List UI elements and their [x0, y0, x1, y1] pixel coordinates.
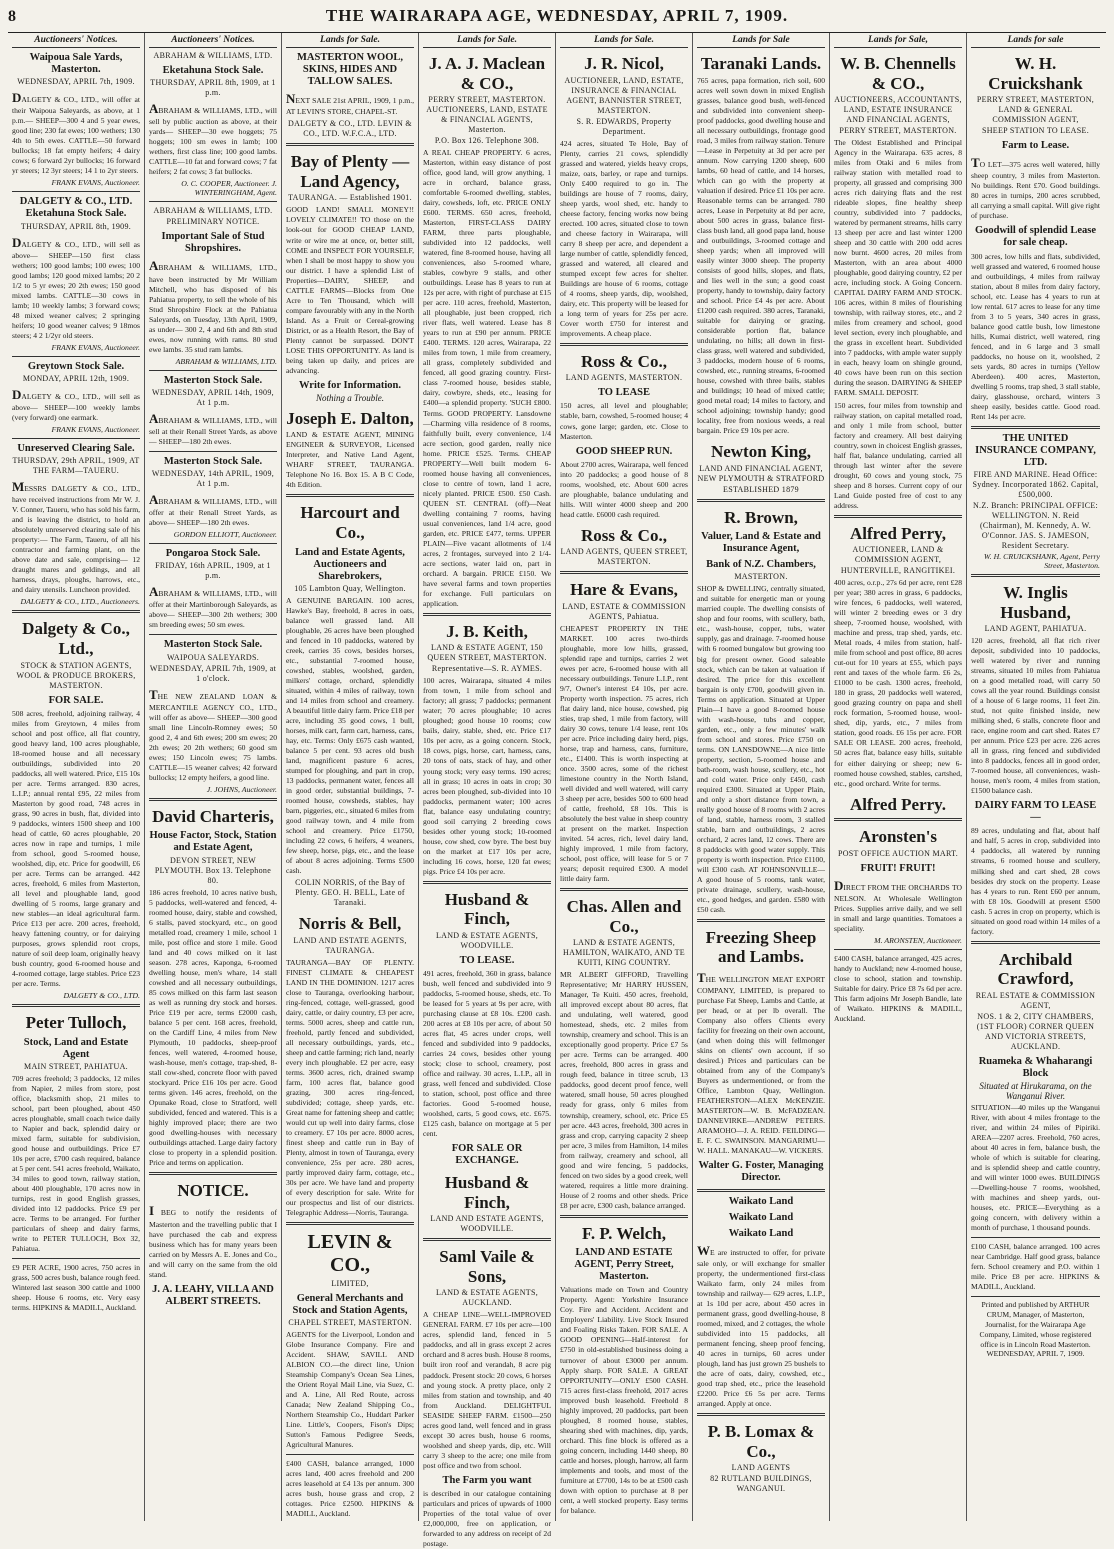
ad-body: TAURANGA—BAY OF PLENTY. FINEST CLIMATE & CHEAPEST LAND IN THE DOMINION. 1217 acres close to Tauranga, overlooking harbour, ring-fenced, cottage, well-grassed, good dairy, cattle, or dairy country, £3 per acre, terms. 5000 acres, sheep and cattle run, freehold, partly fenced and subdivided, all necessary outbuildings, yards, etc., sheep and cattle farming; rich land, nearly every inch ploughable. £2 per acre, easy terms. 3600 acres, rich, drained swamp farm, 100 acres flat, balance good grazing, 300 acres ring-fenced, subdivided; cottage, sheep yards, etc. Great name for fattening sheep and cattle; would cut up well into dairy farms, close to creamery. £7 10s per acre. 8000 acres, finest sheep and cattle run in Bay of Plenty, almost in town of Tauranga, every convenience, 25s per acre. 280 acres, partly improved dairy farm, cottage, etc., 30s per acre. We have land and property of every description for sale. Write for our prospectus and list of our districts. Telegraphic Address—Norris, Tauranga. — [286, 957, 414, 1218]
ad-title-3: Waikato Land — [728, 1227, 794, 1239]
ad-title: Masterton Stock Sale. — [163, 639, 263, 651]
ad-signature: Walter G. Foster, Managing Director. — [698, 1160, 824, 1184]
column-4-heading: Lands for Sale. — [423, 33, 551, 48]
ad-title: David Charteris, — [152, 806, 274, 826]
page-number: 8 — [8, 8, 16, 25]
ad-title: The Farm you want — [442, 1474, 532, 1486]
ad-section-heading: Ruameka & Whaharangi Block — [978, 1055, 1093, 1079]
ad-title: J. R. Nicol, — [584, 54, 664, 73]
ad-masterton-sale-2 — [149, 456, 277, 539]
ad-title: Joseph E. Dalton, — [286, 408, 414, 428]
ad-office: Bank of N.Z. Chambers, — [706, 559, 816, 571]
ad-title: W. H. Cruickshank — [988, 54, 1083, 93]
ad-title: MASTERTON WOOL, SKINS, HIDES AND TALLOW SALES. — [296, 52, 403, 88]
ad-body: 186 acres freehold, 10 acres native bush, 5 paddocks, well-watered and fenced, 4-roomed house, dairy, stable and cowshed, 6 stalls, paved stockyard, etc., on good metalled road, creamery 1 mile, school 1 mile, post office and store 1 mile. Good land and 40 cows milked on it last season. 278 acres, Kaponga, 6-roomed dwelling house, men's whare, 14 stall cowshed and all necessary outbuildings, 85 cows milked on this farm last season as well as running dry stock and horses. Price £19 per acre, terms £2000 cash, balance 5 per cent. 168 acres, freehold, on the Cardiff Line, 4 miles from New Plymouth, 10 paddocks, sheep-proof fences, well watered, 4-roomed house, wash-house, men's cottage, trap-shed, 8-stall cow-shed, concrete floor with paved stockyard. Price £16 10s per acre. Good terms given. 146 acres, freehold, on the Opunake Road, close to Stratford, well subdivided, fenced and watered. This is a highly improved place; there are two good dwelling-houses with necessary outbuildings attached. Large dairy factory close to property in a splendid position. Price and terms on application. — [149, 887, 277, 1167]
ad-waipoua-nzloan — [149, 639, 277, 793]
ad-subtitle: LAND & ESTATE AGENTS, WOODVILLE. — [435, 930, 539, 950]
ad-title: Important Sale of Stud Shropshires. — [161, 231, 265, 255]
ad-date: WEDNESDAY, 14th APRIL, 1909, At 1 p.m. — [151, 469, 275, 489]
ad-company: ABRAHAM & WILLIAMS, LTD. — [153, 206, 273, 216]
ad-body: The Oldest Established and Principal Agency in the Wairarapa. 635 acres, 8 miles from Otaki and 6 miles from railway station with metalled road to property, all grassed and comprising 300 acres rich dairying flats and the rest rideable slopes, fine healthy sheep country, subdivided into 7 paddocks, watered by permanent streams, hills carry 13 sheep per acre and last winter 1200 sheep and 30 cattle with 200 odd acres now burnt. 4600 acres, 20 miles from Masterton, with an area about 4000 ploughable, good dairying country, £2 per acre, including stock. A Going Concern. CAPITAL DAIRY FARM AND STOCK. 106 acres, within 8 miles of flourishing township, with railway stores, etc., and 2 miles from creamery and school, good level section, every inch ploughable, and the grass in excellent heart. Subdivided into 7 paddocks, with ample water supply in each, heavy loam on shingle ground, 40 cows have been run on this section during the season. DAIRYING & SHEEP FARM. SMALL DEPOSIT. — [834, 138, 962, 398]
ad-body: DIRECT FROM THE ORCHARDS TO NELSON. At Wholesale Wellington Prices. Supplies arrive daily, and we sell in small and large quantities. Tomatoes a speciality. — [834, 877, 962, 933]
column-5 — [556, 33, 693, 1521]
ad-subtitle: House Factor, Stock, Station and Estate Agent, — [149, 830, 277, 854]
ad-subtitle: LAND AGENTS, QUEEN STREET, MASTERTON. — [560, 547, 688, 567]
ad-title: Ross & Co., — [581, 351, 667, 371]
ad-notice: PRELIMINARY NOTICE. — [166, 217, 260, 227]
ad-body: ABRAHAM & WILLIAMS, LTD., will offer at their Martinborough Saleyards, as above— SHEEP—300 2th wethers; 300 sm breeding ewes; 50 sm ewes. — [149, 584, 277, 630]
ad-body: NEXT SALE 21st APRIL, 1909, 1 p.m., AT LEVIN'S STORE, CHAPEL-ST. — [286, 91, 414, 117]
ad-body-2: 89 acres, undulating and flat, about half and half, 5 acres in crop, subdivided into 4 paddocks, all watered by running streams, 6 roomed house and scullery, milking shed and cart shed, 28 cows besides dry stock on the property. Lease has 4 years to run. Rent £60 per annum, with £8 10s. Goodwill at present £500 cash. 5 acres in crop on property, which is situated on good road within 14 miles of a factory. — [971, 826, 1100, 936]
ad-title: W. B. Chennells & CO., — [840, 54, 956, 93]
ad-body: GOOD LAND! SMALL MONEY!! LOVELY CLIMATE!! TO those on the look-out for GOOD CHEAP LAND, write or wire me at once, or, better still, COME and INSPECT FOR YOURSELF, when I shall be most happy to show you our district. I have a splendid List of Properties—DAIRY, SHEEP, and CATTLE FARMS—Blocks from One Acre to Ten Thousand, which will compare favourably with any in the North Island. As a Fruit or Cereal-growing District, or as a Health Resort, the Bay of Plenty cannot be surpassed. DON'T LOSE THIS OPPORTUNITY. As land is being taken up daily, and prices are advancing. — [286, 205, 414, 375]
ad-ross-1 — [560, 352, 688, 520]
ad-body: CHEAPEST PROPERTY IN THE MARKET. 100 acres two-thirds ploughable, more low hills, grassed, splendid rape and turnips, carries 2 wet ewes per acre, 6-roomed house with all necessary outbuildings. Tenure L.I.P., rent 9/7, Owner's interest £4 10s, per acre. Property worth inspection. 75 acres, rich flat dairy land, nice house, cowshed, pig sties, trap shed, 1 mile from factory, will dairy 30 cows, tenure 1/4 lease, rent 10s per acre. Price including dairy herd, pigs, horse, trap and harness, cans, furniture, etc., £1400. This is worth inspecting at once. 3500 acres, some of the richest limestone country in the North Island, well divided and well watered, will carry 3 sheep per acre, besides 500 to 600 head of cattle, freehold, £8 10s. This is absolutely the best value in sheep country at present on the market. Inspection invited. 54 acres, rich, level dairy land, highly improved, 1 mile from factory, school, post office, will lease for 5 or 7 years; deposit required £300. A model little dairy farm. — [560, 623, 688, 884]
ad-subtitle: Stock, Land and Estate Agent — [23, 1036, 129, 1060]
ad-date: WEDNESDAY, APRIL 7th, 1909. — [17, 77, 135, 87]
ad-title: Bay of Plenty — Land Agency, — [290, 152, 410, 191]
column-7 — [830, 33, 967, 1521]
ad-date: WEDNESDAY, APRIL 7th, 1909, at 1 o'clock. — [149, 663, 277, 683]
column-3-heading: Lands for Sale. — [286, 33, 414, 48]
ad-chennells — [834, 54, 962, 511]
ad-callout: Write for Information. — [299, 379, 401, 391]
ad-farm-you-want — [423, 1475, 551, 1549]
ad-title: Norris & Bell, — [298, 914, 402, 934]
ad-masterton-sale-1 — [149, 375, 277, 447]
ad-wool-sales — [286, 52, 414, 139]
ad-hare-evans — [560, 580, 688, 884]
ad-section-heading: TO LEASE. — [459, 954, 515, 966]
ad-address: HUNTERVILLE, RANGITIKEI. — [840, 566, 956, 576]
ad-body: A GENUINE BARGAIN. 100 acres, Hawke's Bay, freehold, 8 acres in oats, balance well grassed land. All ploughable, 26 acres have been ploughed and fenced in 10 paddocks, watered by creek, carries 35 cows, besides horses, etc., substantial 7-roomed house, cowshed, stables, woolshed, garden, milkers' cottage, orchard, splendidly situated, within 4 miles of railway, town and 14 miles from school and creamery. A beautiful little dairy farm. Price £18 per acre, including 35 good cows, 1 bull, horses, milk cart, farm cart, harness, cans, hay, etc. Terms: Only £675 cash wanted, balance 5 per cent. 93 acres old bush land, magnificent pasture 6 acres, stumped for ploughing, and part in crop, 13 paddocks, permanent water, fences all in good order, substantial buildings, 7-roomed house, cowsheds, stables, hay barn, piggeries, etc., situated 6 miles from good railway town, and 4 mile from school and creamery. Price £1750, including 22 cows, 6 heifers, 4 weaners, few sheep, horse, pigs, etc., and the lease of about 8 acres adjoining. Terms £500 cash. — [286, 595, 414, 876]
column-2-heading: Auctioneers' Notices. — [149, 33, 277, 48]
column-4 — [419, 33, 556, 1548]
ad-bay-of-plenty — [286, 152, 414, 402]
ad-levin — [286, 1231, 414, 1450]
ad-title: P. B. Lomax & Co., — [707, 1422, 815, 1461]
ad-title: Alfred Perry, — [850, 523, 946, 543]
ad-section-heading-2: Goodwill of splendid Lease for sale cheap. — [974, 225, 1097, 249]
ad-stud-shropshires — [149, 206, 277, 365]
ad-location: Situated at Hirukarama, on the Wanganui River. — [979, 1080, 1092, 1101]
ad-subtitle: POST OFFICE AUCTION MART. — [837, 848, 959, 858]
ad-representative: Representative—S. R. AYMES. — [431, 664, 543, 674]
ad-cruickshank — [971, 54, 1100, 422]
column-1 — [8, 33, 145, 1521]
ad-pb-lomax — [697, 1422, 825, 1494]
ad-body-2: About 2700 acres, Wairarapa, well fenced into 20 paddocks; a good house of 8 rooms, woolshed, etc. About 600 acres are ploughable, balance undulating and hills. Will winter 4000 sheep and 200 head cattle. £6000 cash required. — [560, 459, 688, 519]
ad-body: 709 acres freehold; 3 paddocks, 12 miles from Napier, 2 miles from store, post office, blacksmith shop, 21 miles to school, part been ploughed, about 450 acres ploughable, small coach twice daily to Napier and back, splendid dairy or mixed farm, suitable for subdivision, good house and outbuildings. Price £7 10s per acre, £700 cash required, balance at 5 per cent. 541 acres freehold, Waikato, 34 miles to good town, railway station, about 400 ploughable, 170 acres now in turnips, rest in good English grasses, divided into 12 paddocks. Price £9 per acre. Terms to be arranged. For further particulars of sheep and dairy farms, write to PETER TULLOCH, Box 32, Pahiatua. — [12, 1073, 140, 1253]
ad-title: Masterton Stock Sale. — [163, 455, 263, 467]
ad-body: is described in our catalogue containing particulars and prices of upwards of 1000 Properties of the total value of over £2,000,000, free on application, or forwarded to any address on receipt of 2d postage. — [423, 1488, 551, 1548]
ad-jb-keith — [423, 622, 551, 877]
newspaper-title: THE WAIRARAPA AGE, WEDNESDAY, APRIL 7, 1909. — [325, 6, 789, 25]
ad-subtitle: WAIPOUA SALEYARDS. — [166, 652, 260, 662]
ad-subtitle: AUCTIONEERS, ACCOUNTANTS, LAND, ESTATE INSURANCE AND FINANCIAL AGENTS, — [834, 95, 962, 125]
ad-jr-nicol — [560, 54, 688, 339]
ad-united-insurance — [971, 433, 1100, 570]
ad-subtitle: Valuer, Land & Estate and Insurance Agent, — [701, 531, 821, 555]
ad-abraham-eketahuna — [149, 51, 277, 197]
ad-title: Peter Tulloch, — [25, 1013, 127, 1033]
ad-section-heading: DAIRY FARM TO LEASE— — [974, 800, 1097, 824]
ad-section-heading: Farm to Lease. — [1001, 140, 1070, 152]
ad-body: 424 acres, situated Te Hole, Bay of Plenty, carries 21 cows, splendidly grassed and watered, yields heavy crops, maize, oats, barley, or rape and turnips. Only £400 required to go in. The buildings are house of 7 rooms, dairy, sheep yards, wool shed, etc. handy to cheese factory, fencing works now being erected. 100 acres, situated close to town and cheese factory in Wairarapa, will carry 8 sheep per acre, and dependent a large number of cattle, splendidly fenced, grassed and watered, all cleared and stumped except few acres for shelter. Buildings are house of 6 rooms, cottage of 4 rooms, sheep yards, dip, woolshed, dairy, etc. This property will be leased for a long term of years for 25s per acre. Cover worth £750 for interest and improvements. A cheap place. — [560, 138, 688, 338]
ad-title: Waipoua Sale Yards, Masterton. — [29, 52, 123, 76]
ad-signature: W. H. CRUICKSHANK, Agent, Perry Street, Masterton. — [983, 551, 1100, 570]
ad-subtitle: LAND AGENTS, MASTERTON. — [565, 373, 683, 383]
imprint-footer: Printed and published by ARTHUR CRUM, Manager, of Masterton, Journalist, for the Wairarapa Age Company, Limited, whose registered office is in Lincoln Road Masterton. WEDNESDAY, APRIL 7, 1909. — [971, 1296, 1100, 1359]
column-5-heading: Lands for Sale. — [560, 33, 688, 48]
ad-body: LAND & ESTATE AGENT, MINING ENGINEER & SURVEYOR, Licensed Interpreter, and Native Land Agent, WHARF STREET, TAURANGA. Telephone No 16. Box 15. A B C Code, 4th Edition. — [286, 430, 414, 490]
ad-david-charteris — [149, 807, 277, 1168]
ad-subtitle: LAND AGENT, PAHIATUA. — [984, 624, 1087, 634]
ad-alfred-perry — [834, 524, 962, 814]
ad-company: ABRAHAM & WILLIAMS, LTD. — [153, 51, 273, 60]
ad-subtitle: STOCK & STATION AGENTS, WOOL & PRODUCE BROKERS, MASTERTON. — [16, 660, 136, 690]
ad-eketahuna-sale — [12, 196, 140, 351]
ad-title: Ross & Co., — [581, 525, 667, 545]
ad-husband-finch-2 — [423, 1173, 551, 1234]
ad-body: ABRAHAM & WILLIAMS, LTD., will sell by public auction as above, at their yards— SHEEP—30 ewe hoggets; 75 hoggets; 100 sm ewes in lamb; 100 wethers, first class line; 100 good lambs. CATTLE—10 fat and forward cows; 7 fat heifers; 2 fat cows; 3 fat bullocks. — [149, 101, 277, 177]
ad-title: Saml Vaile & Sons, — [439, 1247, 535, 1286]
ad-department: S. R. EDWARDS, Property Department. — [576, 116, 672, 136]
ad-body: ABRAHAM & WILLIAMS, LTD., will sell at their Renall Street Yards, as above— SHEEP—180 2th ewes. — [149, 410, 277, 446]
ad-body: 765 acres, papa formation, rich soil, 600 acres well sown down in mixed English grasses, balance good bush, well-fenced and subdivided into convenient sheep-proof paddocks, good dwelling house and all necessary outbuildings, frontage good road, 3 miles from railway station. Tenure—Lease in Perpetuity at 3d per acre per annum. Now carrying 1200 sheep, 600 lambs, 60 head of cattle, and 14 horses, which can go with the property at valuation if desired. Price £1 10s per acre. Reasonable terms can be arranged. 780 acres, Lease in Perpetuity at 8d per acre, about 500 acres in grass, balance first-class bush land, all good papa land, house and outbuildings, 3-roomed cottage and sheep yards; when all improved will easily winter 3000 sheep. The property consists of good hills, slopes, and flats, and lies well in the sun; a good coast property, handy to township, dairy factory and school. Price £4 4s per acre. About £1200 cash required. 380 acres, Taranaki, suitable for dairying or grazing, considerable portion flat, balance undulating, no hills; all down in first-class grass, well watered and subdivided, 3 paddocks, modern house of 6 rooms, cowshed, etc., running streams, 6-roomed house, cowshed with three bails, stables and buildings; 10 head of mixed cattle; good metal road; 14 miles to factory, and school adjoining; township handy; good locality, free from noxious weeds, a real bargain. Price £9 10s per acre. — [697, 75, 825, 436]
ad-body: MR ALBERT GIFFORD, Travelling Representative; Mr HARRY HUSSEN, Manager, Te Kuiti. 450 acres, freehold, all improved except about 80 acres, flat and undulating, well watered, good homestead, sheds, etc. 2 miles from township, creamery and school. This is an exceptionally good property. Price £7 5s per acre. Terms can be arranged. 400 acres, freehold, 800 acres in grass and rough feed, balance in titree scrub, 13 paddocks, good decent proof fence, well watered, small house, 50 acres ploughed ready for grass, only 6 miles from township, creamery, school, etc. Price £5 per acre. 443 acres, freehold, 300 acres in grass and crop, carrying capacity 2 sheep per acre, 3 miles from Hamilton, 14 miles from railway, creamery and school, all good and wire fencing, 5 paddocks, fenced on two sides by a good creek, well watered, requires a little more draining. House of 2 rooms and other sheds. Price £8 per acre, £300 cash, balance arranged. — [560, 970, 688, 1210]
ad-address: 105 Lambton Quay, Wellington. — [294, 583, 406, 593]
ad-title: Husband & Finch, — [444, 889, 530, 929]
ad-body: ABRAHAM & WILLIAMS, LTD., will offer at their Renall Street Yards, as above— SHEEP—180 2th ewes. — [149, 492, 277, 528]
ad-section-heading: FOR SALE. — [48, 694, 104, 706]
ad-title: Unreserved Clearing Sale. — [17, 443, 135, 455]
ad-subtitle: AUCTIONEER, LAND, ESTATE, INSURANCE & FINANCIAL AGENT, BANNISTER STREET, MASTERTON. — [564, 75, 684, 115]
ad-body: 400 acres, o.r.p., 27s 6d per acre, rent £28 per year; 380 acres in grass, 6 paddocks, wire fences, 6 paddocks, well watered, will winter 2 breeding ewes or 3 dry sheep, 7-roomed house, woolshed, with machine and press, trap shed, yards, etc. Metal roads, 4 miles from station, half-mile from school and post office, 80 acres cut-out for 10 years at £55, which pays rent and taxes of the whole farm. £6 2s, £1000 to be cash. 1300 acres, freehold, 180 in grass, 20 paddocks well watered, good grazing country on papa and shell rock formation, 5-roomed house, wool-shed, dip, yards, etc., 7 miles from station, good roads. £6 15s per acre. FOR SALE OR LEASE. 200 acres, freehold, 50 acres flat, balance easy hills, suitable for either dairying or sheep; new 6-roomed house cowshed, stables, cartshed, etc., good orchard. Write for terms. — [834, 578, 962, 788]
column-1-heading: Auctioneers' Notices. — [12, 33, 140, 48]
ad-clearing-sale — [12, 443, 140, 606]
ad-subtitle: LAND AND ESTATE AGENTS, WOODVILLE. — [430, 1214, 544, 1234]
ad-subtitle: LAND & ESTATE AGENT, 150 QUEEN STREET, MASTERTON. — [427, 643, 547, 663]
ad-harcourt — [286, 503, 414, 908]
ad-section-heading-2: GOOD SHEEP RUN. — [575, 445, 673, 457]
ad-r-brown — [697, 508, 825, 915]
ad-date: THURSDAY, APRIL 8th, 1909, at 1 p.m. — [150, 78, 276, 98]
ad-callout-sub: Nothing a Trouble. — [316, 392, 384, 403]
ad-title: Taranaki Lands. — [700, 54, 822, 73]
column-3 — [282, 33, 419, 1521]
ad-section-heading: TO LEASE — [597, 387, 651, 399]
ad-peter-tulloch — [12, 1013, 140, 1254]
ad-subtitle: LAND AND FINANCIAL AGENT, NEW PLYMOUTH & STRATFORD — [697, 463, 825, 483]
ad-subtitle-2: SHEEP STATION TO LEASE. — [981, 126, 1089, 136]
ad-title: LEVIN & CO., — [307, 1231, 393, 1277]
ad-pongaroa-sale — [149, 548, 277, 630]
ad-signature: ABRAHAM & WILLIAMS, LTD. — [175, 356, 277, 366]
ad-signature: FRANK EVANS, Auctioneer. — [51, 425, 140, 435]
ad-signature: FRANK EVANS, Auctioneer. — [51, 178, 140, 188]
ad-notice-leahy — [149, 1181, 277, 1308]
ad-body: 491 acres, freehold, 360 in grass, balance bush, well fenced and subdivided into 9 paddocks, 5-roomed house, sheds, etc. To be leased for 5 years at 9s per acre, with purchasing clause at £8 10s. £200 cash. 200 acres at £8 10s per acre, of about 50 acres flat, 45 acres under crops, well fenced and subdivided into 9 paddocks, carries 24 cows, besides other young stock; close to school, creamery, post office and railway. 30 acres, L.I.P., all in grass, well fenced and subdivided. Close to station, school, post office and three factories. Good 5-roomed house, woolshed, carts, 5 good cows, etc. £675. £125 cash, balance on mortgage at 5 per cent. — [423, 968, 551, 1139]
ad-signature: DALGETY & CO., LTD. LEVIN & CO., LTD. W.F.C.A., LTD. — [288, 119, 412, 139]
ad-subtitle-2: General Merchants and Stock and Station Agents, — [292, 1293, 408, 1317]
ad-title: Waikato Land — [728, 1195, 794, 1207]
ad-title: J. B. Keith, — [446, 621, 528, 641]
ad-contact: P.O. Box 126. Telephone 308. — [434, 136, 540, 146]
ad-dalgety — [12, 619, 140, 1000]
ad-hipkins-madill: £100 CASH, balance arranged. 100 acres near Cambridge. Half good grass, balance fern. School creamery and P.O. within 1 mile. Price £8 per acre. HIPKINS & MADILL, Auckland. — [971, 1242, 1100, 1292]
ad-body: ABRAHAM & WILLIAMS, LTD., have been instructed by Mr William Mitchell, who has disposed of his Pahiatua property, to sell the whole of his Stud Shropshire Flock at the Pahiatua Saleyards, on Tuesday, 13th April, 1909, as under— 300 2, 4 and 6th and 8th stud ewes, now running with rams. 80 stud ewe lambs. 35 stud ram lambs. — [149, 258, 277, 354]
ad-signature: O. C. COOPER, Auctioneer. J. WINTERINGHAM, Agent. — [181, 179, 277, 198]
ad-title: Freezing Sheep and Lambs. — [705, 927, 817, 967]
ad-title: Husband & Finch, — [444, 1173, 530, 1212]
ad-signature: M. ARONSTEN, Auctioneer. — [874, 935, 962, 945]
ad-subtitle: LAND & ESTATE AGENTS, AUCKLAND. — [435, 1288, 539, 1308]
ad-body: 120 acres, freehold, all flat rich river deposit, subdivided into 10 paddocks, well watered by river and running streams, situated 10 miles from Pahiatua on a good metalled road, will carry 50 cows all the year round. Buildings consist of a house of 6 large rooms, 11 feet 2in. stud, not quite finished inside, new milking shed, 6 stalls, concrete floor and race, engine room and cart shed. Rates £7 per annum. Price £23 per acre. 226 acres all in grass, ring fenced and subdivided into 8 paddocks, fences all in good order, 7-roomed house, all conveniences, wash-house, men's room, 4 miles from station, £1500 balance cash. — [971, 636, 1100, 796]
ad-signature: Alfred Perry. — [850, 794, 946, 814]
ad-chas-allen — [560, 897, 688, 1210]
ad-hipkins-madill: £400 CASH, balance arranged, 425 acres, handy to Auckland; new 4-roomed house, close to school, station and township. Suitable for dairy. Price £8 7s 6d per acre. This farm adjoins Mr Joseph Bandle, late of Waikato. HIPKINS & MADILL, Auckland. — [834, 953, 962, 1024]
ad-title: Eketahuna Stock Sale. — [162, 65, 264, 76]
ad-body: THE WELLINGTON MEAT EXPORT COMPANY, LIMITED, is prepared to purchase Fat Sheep, Lambs and Cattle, at per head, or at per lb overall. The Company also offers Clients every facility for freezing on their own account, (and when doing this will fellmonger skins on clients' own account, if so desired.) Prices and particulars can be obtained from any of the Company's Buyers as undermentioned, or from the Office, Lambton Quay, Wellington. FEATHERSTON—ALEX McKENZIE. MASTERTON—W. B. McFADZEAN. DANNEVIRKE—ANDREW PETERS. ARAMOHO—J. A. REID. FEILDING—E. F. C. SWAINSON. MANGARIMU—W. HALL. MANAKAU—W. VICKERS. — [697, 970, 825, 1156]
ad-title-2: Waikato Land — [728, 1211, 794, 1223]
ad-title: R. Brown, — [724, 507, 798, 527]
ad-maclean — [423, 54, 551, 609]
ad-title: Chas. Allen and Co., — [566, 897, 682, 936]
column-8-heading: Lands for sale — [971, 33, 1100, 48]
ad-subtitle: PERRY STREET, MASTERTON. AUCTIONEERS, LAND, ESTATE & FINANCIAL AGENTS, Masterton. — [426, 95, 548, 135]
ad-signature: GORDON ELLIOTT, Auctioneer. — [173, 530, 277, 540]
ad-inglis-husband — [971, 583, 1100, 937]
ad-signature: FRANK EVANS, Auctioneer. — [51, 342, 140, 352]
ad-body: 100 acres, Wairarapa, situated 4 miles from town, 1 mile from school and factory; all grass; 7 paddocks; permanent water; 70 acres ploughable; 10 acres ploughed; good house 10 rooms; cow bails, dairy, stable, shed, etc. Price £17 10s per acre, as a going concern. Stock, 18 cows, pigs, horse, cart, harness, cans, 20 tons of oats, stack of hay, and other young stock; very easy terms. 190 acres; all in grass; 10 acres in oats in crop; 30 acres been ploughed, sub-divided into 10 paddocks, permanent water; 100 acres flat, balance easy undulating country; good soil carrying 2 breeding cows besides other young stock; 10-roomed house, cow shed, cow byre. The best buy on the market at £17 10s per acre, including 16 cows, horse, 120 fat ewes; pigs. Price £4 10s per acre. — [423, 676, 551, 876]
ad-waipoua-sale — [12, 52, 140, 187]
ad-address: MAIN STREET, PAHIATUA. — [24, 1061, 128, 1071]
ad-archibald-crawford — [971, 950, 1100, 1233]
ad-norris-bell — [286, 914, 414, 1218]
ad-body: MESSRS DALGETY & CO., LTD., have received instructions from Mr W. J. V. Conner, Taueru, who has sold his farm, and is leaving the district, to hold an absolutely unreserved clearing sale of his property:— The Farm, Taueru, of all his contractor and farming plant, on the above date and sale, comprising— 12 draught mares and geldings, and all harness, drays, ploughs, harrows, etc., and dairy utensils. Luncheon provided. — [12, 479, 140, 595]
ad-subtitle: LAND AGENTS — [731, 1463, 791, 1473]
ad-callout: FRUIT! FRUIT! — [860, 862, 936, 874]
ad-body: SHOP & DWELLING, centrally situated, and suitable for energetic man or young married couple. The dwelling consists of shop and four rooms, with scullery, bath, etc., wash-house, copper, tubs, water supply, gas and drainage. 7-roomed house with 6 roomed bungalow but growing too big for present owner. Good saleable stock, which can be taken at valuation if desired. The price for this excellent bargain is only £700, goodwill given in. Terms on application. Situated at Upper Plain—I have a good 8-roomed house with wash-house, tubs and copper, garden, etc., only a few minutes' walk from school and stores. Price £750 on terms. ON LANSDOWNE—A nice little property, section, 5-roomed house and bath-room, wash house, scullery, etc., hot and cold water. Price only £450, cash required £300. Situated at Upper Plain, and only a short distance from town, a really good house of 8 rooms with 2 acres of land, stable, harness room, 3 stalled stable, barn and outbuildings, 2 acres orchard, 2 acres land, 12 cows. There are 8 paddocks with good water supply. This property is worth inspection. Price £1100, will £300 cash. AT JOHNSONVILLE—A good house of 5 rooms, tank water, private drainage, scullery, wash-house, etc., good hedges, and garden. £580 with £50 cash. — [697, 584, 825, 914]
ad-title: THE UNITED INSURANCE COMPANY, LTD. — [975, 432, 1096, 468]
ad-title: Masterton Stock Sale. — [163, 374, 263, 386]
ad-title: Aronsten's — [858, 827, 938, 847]
ad-date: THURSDAY, 29th APRIL, 1909, AT THE FARM—TAUERU. — [12, 456, 140, 476]
ad-subtitle: TAURANGA. — Established 1901. — [288, 193, 412, 203]
ad-body: WE are instructed to offer, for private sale only, or will exchange for smaller property, the undermentioned first-class Waikato farm, only 24 miles from township and railway— 629 acres, L.I.P., at 1s 10d per acre, about 450 acres in permanent grass, good dwelling-house, 8 roomed, mixed, and 2 cottages, the whole subdivided into 15 paddocks, all permanent fencing, sheep proof fencing, 40 acres in turnips, 60 acres under plough, land has just grown 25 bushels to the acre of oats, dairy, cowshed, etc., good trap shed, etc., price the leasehold £2200. Price £6 5s per acre. Terms arranged. Apply at once. — [697, 1242, 825, 1409]
ad-taranaki-lands — [697, 54, 825, 436]
ad-subtitle: LIMITED, — [331, 1279, 369, 1289]
ad-subtitle: FIRE AND MARINE. Head Office: Sydney. Incorporated 1862. Capital, £500,000. — [972, 469, 1099, 499]
columns — [8, 33, 1106, 1548]
ad-greytown-sale — [12, 361, 140, 434]
ad-waikato-land — [697, 1196, 825, 1410]
ad-body-2: 150 acres, four miles from township and railway station, on capital metalled road, and only 1 mile from school, butter factory and creamery. All best dairying country, sown in choicest English grasses, half flat, balance undulating, carried all through last winter after the severe drought, 60 cows and young stock, 75 sheep and 8 horses. Current copy of our Land Guide posted free of cost to any address. — [834, 400, 962, 510]
ad-date: THURSDAY, APRIL 8th, 1909. — [20, 221, 132, 231]
ad-body-2: 300 acres, low hills and flats, subdivided, well grassed and watered, 6 roomed house and outbuildings, 4 miles from railway station, about 8 miles from dairy factory, school, etc. Lease has 4 years to run at low rental. 617 acres to lease for any time from 3 to 5 years, 340 acres in grass, balance good cattle bush, low limestone hills, Kumai district, well watered, ring fenced, and in 6 large and 3 small paddocks, no house on it, woolshed, 2 sets yards, 80 acres in turnips (Yellow Aberdeen). 400 acres, Masterton, dwelling 5 rooms, trap shed, 3 stall stable, dairy, glasshouse, orchard, winters 3 sheep easily, besides cattle. Good road. Rent 14s per acre. — [971, 251, 1100, 421]
ad-established: ESTABLISHED 1879 — [723, 484, 799, 494]
ad-body: A CHEAP LINE—WELL-IMPROVED GENERAL FARM. £7 10s per acre—100 acres, splendid land, fenced in 5 paddocks, and all in grass except 2 acres orchard and 8 acres bush. House 8 rooms, built iron roof and verandah, 8 acre pig paddock. Present stock: 20 cows, 6 horses and young stock. A pretty place, only 2 miles from station and township, and 40 from Auckland. DELIGHTFUL SEASIDE SHEEP FARM. £1500—250 acres good land, well fenced and in grass except 30 acres bush, house 6 rooms, woolshed and sheep yards, dip, etc. Will carry 3 sheep to the acre; one mile from post office and two from school. — [423, 1310, 551, 1470]
ad-subtitle: LAND & ESTATE AGENTS, HAMILTON, WAIKATO, AND TE KUITI, KING COUNTRY. — [563, 938, 685, 968]
ad-body: Valuations made on Town and Country Property. Agent: Yorkshire Insurance Coy. Fire and Accident. Accident and Employers' Liability. Live Stock Insured and Foaling Risks Taken. FOR SALE. A GOOD OPENING—Half-interest for £750 in old-established business doing a turnover of about £3000 per annum. Apply sharp. FOR SALE. A GREAT OPPORTUNITY—ONLY £500 CASH. 715 acres first-class freehold, 2017 acres improved bush leasehold. Freehold 8 highly improved, 20 paddocks, part been ploughed, 8 roomed house, stables, shearing shed with machines, dip, yards, orchard. This fine block is offered as a going concern, including 1440 sheep, 80 cattle and horses, plough, harrow, all farm implements and tools, and most of the furniture at £7700, 14s to be at £500 cash down with option to purchase at 8 per cent, a well stocked property. Easy terms for balance. — [560, 1285, 688, 1515]
ad-subtitle: LAND AND ESTATE AGENTS, TAURANGA. — [293, 935, 407, 955]
ad-body: I BEG to notify the residents of Masterton and the travelling public that I have purchased the cab and express business which has for many years been carried on by Messrs A. E. Jones and Co., and will carry on the same from the old stand. — [149, 1203, 277, 1279]
ad-title: F. P. Welch, — [582, 1223, 666, 1243]
ad-signature: J. JOHNS, Auctioneer. — [206, 784, 277, 794]
ad-body: A REAL CHEAP PROPERTY. 6 acres, Masterton, within easy distance of post office, good land, will grow anything, 1 acre in orchard, balance grass, comfortable 6-roomed dwelling, stables, dairy, cowsheds, loft, etc. PRICE ONLY £600. TERMS. 650 acres, freehold, Masterton, FIRST-CLASS DAIRY FARM, three parts ploughable, subdivided into 12 paddocks, well watered, fine 8-roomed house, having all conveniences, also 5-roomed whare, stables, cowbyre 9 stalls, and other outbuildings. Lease has 8 years to run at 12s per acre, with right of purchase at £15 per acre. 110 acres, freehold, Masterton, all ploughable, just been cropped, rich river flats, well watered. Lease has 8 years to run at £90 per annum. PRICE £400. TERMS. 120 acres, Wairarapa, 22 miles from town, 1 mile from creamery, all grass, completely subdivided and fenced, all good grazing country. First-class 7-roomed house, besides stable, dairy, cowbyre, sheds, etc., leasing for £400—a splendid property. 'SUCH £800. Terms. GOOD PROPERTY. Lansdowne—Charming villa residence of 8 rooms, faithfully built, every convenience, 1/4 acre section, good garden, really nice home. PRICE £525. Terms. CHEAP PROPERTY—Well built modern 6-roomed house having all conveniences, close to centre of town, land 1 acre, nicely planted. PRICE £500. £50 Cash. QUEEN ST. CENTRAL (off)—Neat dwelling containing 7 rooms, having usual conveniences, land 1/4 acre, good garden, etc. PRICE £477, terms. UPPER PLAIN—Five vacant allotments of 1/4 acres, 2 frontages, surveyed into 2 1/4-acre sections, water laid on, part in orchard. A bargain. PRICE £150. We have several farms and town properties for exchange. Full particulars on application. — [423, 148, 551, 608]
ad-address: PERRY STREET, MASTERTON. — [839, 126, 957, 136]
ad-body: AGENTS for the Liverpool, London and Globe Insurance Company. Fire and Accident. SHAW, SAVILL AND ALBION CO.—the direct line, Union Steamship Company's Ocean Sea Lines, the Orient Royal Mail Line, via Suez, C. and A. Line, All Red Route, across Canada; New Zealand Shipping Co., Northern Steamship Co., Huddart Parker Line. Little's, Coopers, Fison's Dips; Sutton's Famous Pedigree Seeds, Agricultural Manures. — [286, 1330, 414, 1450]
ad-address: CHAPEL STREET, MASTERTON. — [288, 1318, 412, 1328]
ad-date: WEDNESDAY, APRIL 14th, 1909, At 1 p.m. — [152, 387, 274, 407]
ad-signature: DALGETY & CO., LTD., Auctioneers. — [20, 597, 140, 607]
column-6 — [693, 33, 830, 1521]
ad-hipkins-madill: £9 PER ACRE, 1900 acres, 750 acres in grass, 500 acres bush, balance rough feed. Wintered last season 300 cattle and 1000 sheep. House 6 rooms, etc. Very easy terms. HIPKINS & MADILL, Auckland. — [12, 1262, 140, 1313]
ad-signature: J. A. LEAHY, VILLA AND ALBERT STREETS. — [152, 1283, 274, 1307]
ad-subtitle: REAL ESTATE & COMMISSION AGENT, — [975, 990, 1096, 1010]
ad-saml-vaile — [423, 1247, 551, 1470]
ad-subtitle: Land and Estate Agents, Auctioneers and Sharebrokers, — [295, 546, 405, 582]
ad-body: DALGETY & CO., LTD., will sell as above— SHEEP—100 weekly lambs (very forward) one earmark. — [12, 386, 140, 423]
ad-signature: COLIN NORRIS, of the Bay of Plenty. GEO. H. BELL, Late of Taranaki. — [295, 878, 405, 908]
ad-body: 508 acres, freehold, adjoining railway, 4 miles from Greytown, 4 miles from school and post office, all flat country, good heavy land, 100 acres ploughable, 18-roomed house and all necessary outbuildings, subdivided into 20 paddocks, all well watered. Price, £15 10s per acre. Terms arranged. 830 acres, L.I.P.; annual rental £95, 22 miles from Masterton by good road, 748 acres in grass, 90 acres in bush, flat, divided into 9 paddocks, winters 1500 sheep and 100 head of cattle, 60 acres ploughable, 20 acres now in rape and turnips, 1 mile from school, good 5-roomed house, woolshed, dip, etc. Price for goodwill, £6 per acre. Terms can be arranged. 442 acres, freehold, 6 miles from Masterton, all level and ploughable land, good dwelling of 5 rooms, large granary and new stables—an ideal agricultural farm. Price £13 per acre. 200 acres, freehold, heavy fattening country, or for dairying purposes, grows splendid root crops, nature of soil deep loam, originally heavy bush country, good 6-roomed house and 4-roomed cottage, large stables. Price £23 per acre. Terms. — [12, 708, 141, 989]
ad-address: NOS. 1 & 2, CITY CHAMBERS, (1ST FLOOR) CORNER QUEEN AND VICTORIA STREETS, AUCKLAND. — [976, 1011, 1095, 1051]
ad-title: NOTICE. — [177, 1180, 249, 1200]
ad-title: J. A. J. Maclean & CO., — [428, 54, 546, 93]
ad-aronsten — [834, 827, 962, 945]
ad-title: W. Inglis Husband, — [1000, 582, 1071, 622]
ad-subtitle: PERRY STREET, MASTERTON, LAND & GENERAL COMMISSION AGENT, — [976, 95, 1095, 125]
ad-title: Newton King, — [710, 442, 812, 462]
masthead — [8, 6, 1106, 33]
ad-body: SITUATION—40 miles up the Wanganui River, with about 4 miles frontage to the river, and within 24 miles of Pipiriki. AREA—2207 acres. Freehold, 760 acres, about 40 acres in fern, balance bush, the whole of which is suitable for clearing, and is splendid sheep and cattle country, and will winter 1000 ewes. BUILDINGS—Dwelling-house 7 rooms, woolshed, with machines and sheep yards, out-houses, etc. PRICE—Everything as a going concern, with delivery within a month of purchase, 1 thousand pounds. — [971, 1102, 1100, 1233]
ad-address: DEVON STREET, NEW PLYMOUTH. Box 13. Telephone 80. — [154, 855, 272, 885]
ad-title: Archibald Crawford, — [997, 949, 1074, 989]
ad-subtitle: AUCTIONEER, LAND & COMMISSION AGENT, — [852, 545, 944, 565]
ad-body: DALGETY & CO., LTD., will sell as above— SHEEP—150 first class wethers; 100 good lambs; 100 ewes; 100 good lambs; 120 good mixed lambs; 20 2 1/2 to 5 yr ewes; 20 2th ewes; 150 good mixed lambs. CATTLE—30 cows in lamb; 10 weekly lambs; 3 forward cows; 48 mixed weaner calves; 2 springing heifers; 10 good weaner calves; 9 18mos steers; 4 2 1/2yr old steers. — [12, 234, 140, 340]
ad-date: FRIDAY, 16th APRIL, 1909, at 1 p.m. — [155, 561, 271, 581]
ad-body: 150 acres, all level and ploughable; stable, barn, cowshed, 5-roomed house; 4 cows, gone large; garden, etc. Close to Masterton. — [560, 401, 688, 441]
column-2 — [145, 33, 282, 1521]
ad-ross-2 — [560, 526, 688, 568]
ad-title: Harcourt and Co., — [300, 503, 400, 542]
ad-date: MONDAY, APRIL 12th, 1909. — [22, 373, 130, 383]
ad-newton-king — [697, 442, 825, 495]
ad-branch: N.Z. Branch: PRINCIPAL OFFICE: WELLINGTON. N. Reid (Chairman), M. Kennedy, A. W. O'Connor. JAS. S. JAMESON, Resident Secretary. — [972, 500, 1099, 550]
ad-subtitle: LAND AND ESTATE AGENT, Perry Street, Masterton. — [574, 1247, 674, 1283]
ad-title: Pongaroa Stock Sale. — [165, 548, 261, 560]
ad-title: Hare & Evans, — [570, 580, 678, 600]
ad-body: THE NEW ZEALAND LOAN & MERCANTILE AGENCY CO., LTD., will offer as above— SHEEP—300 good small line Lincoln-Romney ewes; 50 good 2, 4 and 6th ewes; 200 sm ewes; 20 2th ewes; 20 2th wethers; 60 good sm ewes; 150 Lincoln ewes; 75 lambs. CATTLE—15 weaner calves; 42 forward bullocks; 12 empty heifers, a good line. — [149, 686, 277, 782]
ad-signature: DALGETY & CO., LTD. — [63, 991, 140, 1001]
column-8 — [967, 33, 1104, 1521]
ad-address: MASTERTON. — [734, 572, 788, 582]
ad-title: Dalgety & Co., Ltd., — [22, 619, 130, 658]
ad-freezing-sheep — [697, 928, 825, 1185]
ad-section-heading-2: FOR SALE OR EXCHANGE. — [451, 1143, 523, 1167]
ad-title: DALGETY & CO., LTD. Eketahuna Stock Sale. — [19, 196, 133, 220]
ad-body: TO LET—375 acres well watered, hilly sheep country, 3 miles from Masterton. No buildings. Rent £70. Good buildings. 80 acres in turnips, 200 acres scrubbed, all carrying a small capital. Will give right of purchase. — [971, 155, 1100, 221]
ad-address: 82 RUTLAND BUILDINGS, WANGANUI. — [710, 1474, 812, 1494]
ad-husband-finch-1 — [423, 890, 551, 1168]
ad-joseph-dalton — [286, 409, 414, 491]
ad-title: Greytown Stock Sale. — [27, 360, 125, 372]
ad-subtitle: LAND, ESTATE & COMMISSION AGENTS, Pahiatua. — [562, 601, 686, 621]
column-7-heading: Lands for Sale, — [834, 33, 962, 48]
ad-hipkins-madill: £400 CASH, balance arranged, 1000 acres land, 400 acres freehold and 200 acres leasehold at £4 13s per annum. 300 acres bush, house grass and crop, 2 cottages. Price £2500. HIPKINS & MADILL, Auckland. — [286, 1459, 414, 1519]
column-6-heading: Lands for Sale — [697, 33, 825, 48]
ad-body: DALGETY & CO., LTD., will offer at their Waipoua Saleyards, as above, at 1 p.m.— SHEEP—300 4 and 5 year ewes, good line; 230 fat ewes; 100 wethers; 130 4th to 5th ewes. CATTLE—50 forward bullocks; 18 fat empty heifers; 4 dairy cows; 6 forward 2yr bullocks; 16 forward yr steers; 12 3yr steers; 14 1 to 2yr steers. — [12, 90, 140, 176]
ad-fp-welch — [560, 1224, 688, 1516]
